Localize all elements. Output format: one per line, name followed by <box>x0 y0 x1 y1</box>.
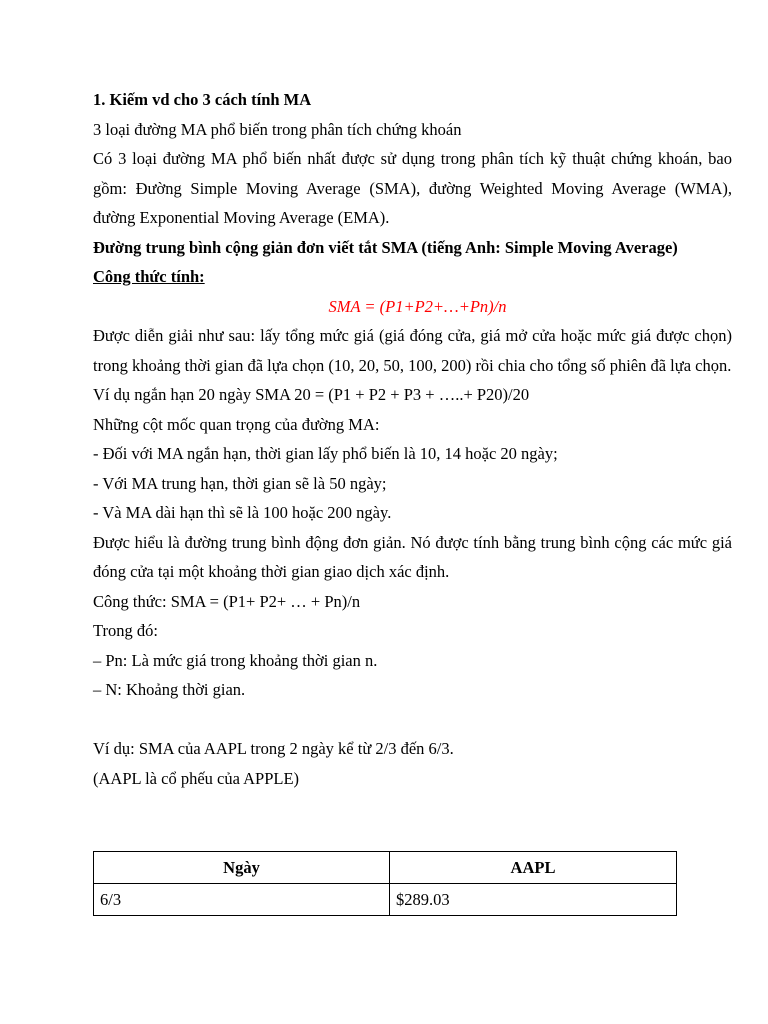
price-table <box>93 851 677 916</box>
where-item: – N: Khoảng thời gian. <box>93 680 246 699</box>
section-heading: 1. Kiếm vd cho 3 cách tính MA <box>93 90 312 109</box>
header-aapl: AAPL <box>390 852 677 884</box>
sma-heading: Đường trung bình cộng giản đơn viết tắt SMA (tiếng Anh: Simple Moving Average) <box>93 237 678 257</box>
cell-date: 6/3 <box>94 884 390 916</box>
explanation-paragraph: Được diễn giải như sau: lấy tổng mức giá (giá đóng cửa, giá mở cửa hoặc mức giá được chọn) trong khoảng thời gian đã lựa chọn (10, 20, 50, 100, 200) rồi chia cho tổng số phiên đã lựa chọn. <box>93 326 732 375</box>
milestone-item: - Với MA trung hạn, thời gian sẽ là 50 ngày; <box>93 473 387 493</box>
table-header-row <box>94 852 677 884</box>
milestone-item: - Và MA dài hạn thì sẽ là 100 hoặc 200 ngày. <box>93 503 392 522</box>
example-note: (AAPL là cổ phếu của APPLE) <box>93 768 300 788</box>
where-label: Trong đó: <box>93 621 158 640</box>
header-date: Ngày <box>94 852 390 884</box>
short-term-example: Ví dụ ngắn hạn 20 ngày SMA 20 = (P1 + P2 + P3 + …..+ P20)/20 <box>93 385 530 404</box>
overview-paragraph: Có 3 loại đường MA phổ biến nhất được sử dụng trong phân tích kỹ thuật chứng khoán, bao gồm: Đường Simple Moving Average (SMA), đường Weighted Moving Average (WMA), đường Exponential Moving Average (EMA). <box>93 149 732 227</box>
where-item: – Pn: Là mức giá trong khoảng thời gian n. <box>93 650 378 670</box>
milestones-title: Những cột mốc quan trọng của đường MA: <box>93 414 380 434</box>
sma-formula: SMA = (P1+P2+…+Pn)/n <box>328 296 507 316</box>
blank-line <box>93 705 732 735</box>
milestone-item: - Đối với MA ngắn hạn, thời gian lấy phổ biến là 10, 14 hoặc 20 ngày; <box>93 444 558 463</box>
document-body <box>93 85 732 793</box>
intro-line: 3 loại đường MA phổ biến trong phân tích chứng khoán <box>93 119 462 139</box>
table-row <box>94 884 677 916</box>
definition-paragraph: Được hiểu là đường trung bình động đơn giản. Nó được tính bằng trung bình cộng các mức giá đóng cửa tại một khoảng thời gian giao dịch xác định. <box>93 532 732 581</box>
cell-price: $289.03 <box>390 884 677 916</box>
example-title: Ví dụ: SMA của AAPL trong 2 ngày kể từ 2/3 đến 6/3. <box>93 739 454 758</box>
formula-label: Công thức tính: <box>93 267 205 286</box>
formula-line: Công thức: SMA = (P1+ P2+ … + Pn)/n <box>93 591 361 611</box>
